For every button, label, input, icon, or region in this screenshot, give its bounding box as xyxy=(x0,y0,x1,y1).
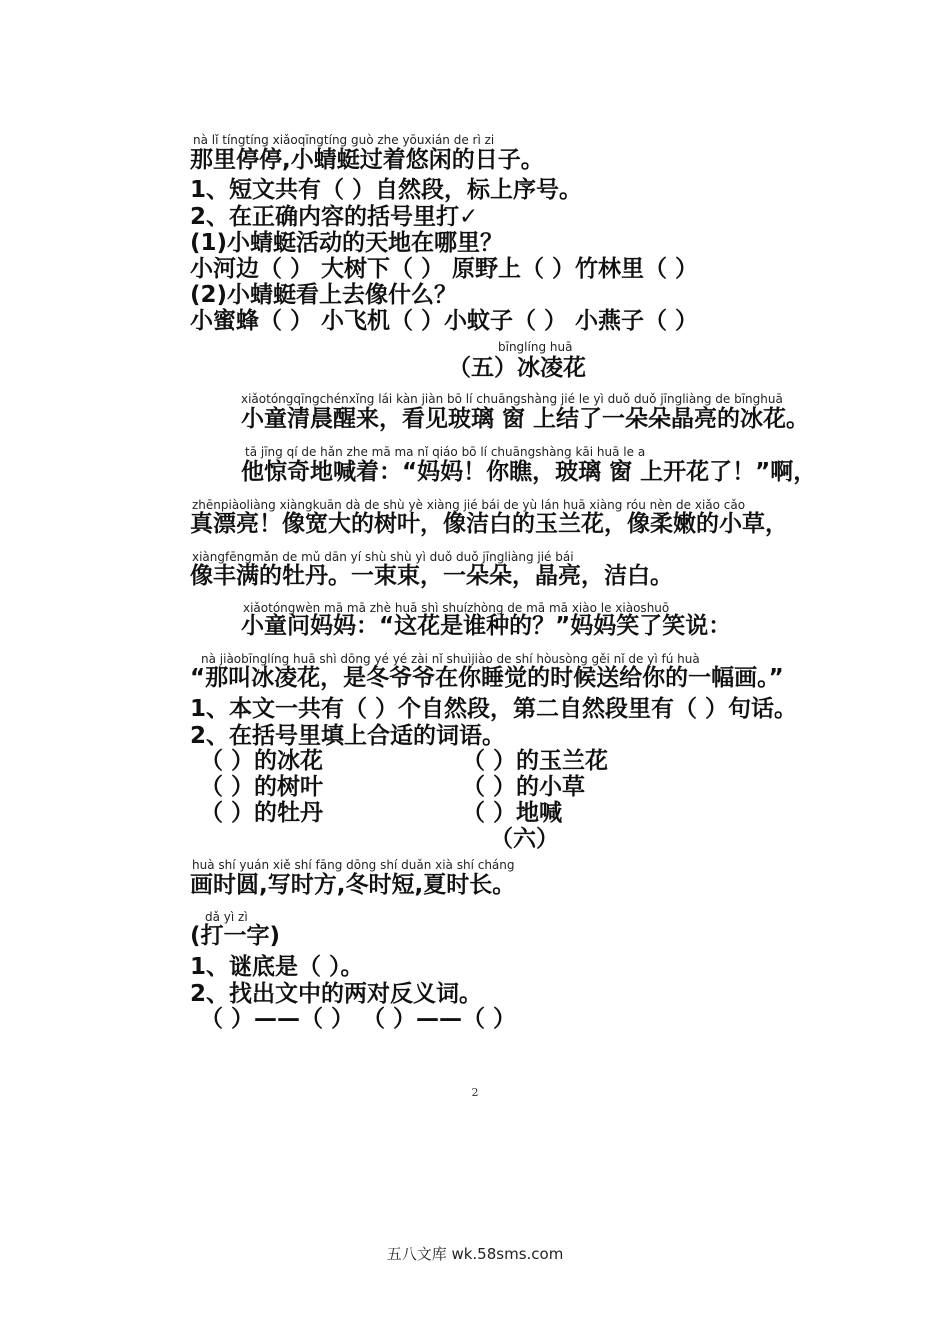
antonym-blanks: （ ）——（ ） （ ）——（ ） xyxy=(200,1006,517,1032)
section-title: （五）冰凌花 xyxy=(448,355,586,381)
passage-line: “那叫冰凌花，是冬爷爷在你睡觉的时候送给你的一幅画。” xyxy=(190,665,784,691)
pinyin-line: xiǎotóngwèn mā mā zhè huā shì shuízhòng de mā mā xiào le xiàoshuō xyxy=(243,601,670,615)
fill-blank: （ ）的玉兰花 xyxy=(462,748,609,774)
passage-line: 他惊奇地喊着：“妈妈！你瞧，玻璃 窗 上开花了！”啊， xyxy=(241,459,817,485)
question-2-sub-1-options: 小河边（ ） 大树下（ ） 原野上（ ）竹林里（ ） xyxy=(190,256,699,282)
question-2-sub-2-options: 小蜜蜂（ ） 小飞机（ ）小蚊子（ ） 小燕子（ ） xyxy=(190,308,699,334)
passage-line: 真漂亮！像宽大的树叶，像洁白的玉兰花，像柔嫩的小草， xyxy=(190,511,788,537)
fill-blank: （ ）的冰花 xyxy=(200,748,324,774)
pinyin-line: xiàngfēngmǎn de mǔ dān yí shù shù yì duǒ duǒ jīngliàng jié bái xyxy=(192,550,574,564)
question-1: 1、短文共有（ ）自然段，标上序号。 xyxy=(190,177,583,203)
riddle-line: 画时圆,写时方,冬时短,夏时长。 xyxy=(190,872,516,898)
question-1: 1、谜底是（ ）。 xyxy=(190,954,364,980)
page-number: 2 xyxy=(471,1086,479,1099)
question-2: 2、找出文中的两对反义词。 xyxy=(190,981,483,1007)
question-2: 2、在括号里填上合适的词语。 xyxy=(190,723,506,749)
question-2: 2、在正确内容的括号里打✓ xyxy=(190,204,479,230)
question-1: 1、本文一共有（ ）个自然段，第二自然段里有（ ）句话。 xyxy=(190,696,798,722)
passage-line: 那里停停,小蜻蜓过着悠闲的日子。 xyxy=(190,147,544,173)
pinyin-line: huà shí yuán xiě shí fāng dōng shí duǎn xià shí cháng xyxy=(192,858,515,872)
fill-blank: （ ）的牡丹 xyxy=(200,800,324,826)
question-2-sub-2: (2)小蜻蜓看上去像什么？ xyxy=(190,282,458,308)
fill-blank: （ ）地喊 xyxy=(462,800,563,826)
question-2-sub-1: (1)小蜻蜓活动的天地在哪里？ xyxy=(190,230,504,256)
pinyin-line: nà lǐ tíngtíng xiǎoqīngtíng guò zhe yōuxián de rì zi xyxy=(193,133,495,147)
passage-line: 小童清晨醒来，看见玻璃 窗 上结了一朵朵晶亮的冰花。 xyxy=(241,406,810,432)
pinyin-line: xiǎotóngqīngchénxǐng lái kàn jiàn bō lí chuāngshàng jié le yì duǒ duǒ jīngliàng de bīnghuā xyxy=(241,392,783,406)
pinyin-line: dǎ yì zì xyxy=(205,910,248,924)
passage-line: 像丰满的牡丹。一束束，一朵朵，晶亮，洁白。 xyxy=(190,563,673,589)
footer-watermark: 五八文库 wk.58sms.com xyxy=(386,1245,564,1263)
fill-blank: （ ）的小草 xyxy=(462,774,586,800)
fill-blank: （ ）的树叶 xyxy=(200,774,324,800)
pinyin-line: zhēnpiàoliàng xiàngkuān dà de shù yè xiàng jié bái de yù lán huā xiàng róu nèn de xiǎo cǎo xyxy=(192,498,746,512)
pinyin-line: nà jiàobīnglíng huā shì dōng yé yé zài nǐ shuìjiào de shí hòusòng gěi nǐ de yì fú huà xyxy=(201,652,700,666)
section-title: （六） xyxy=(490,826,559,852)
title-pinyin: bīnglíng huā xyxy=(498,340,573,354)
riddle-hint: (打一字) xyxy=(190,923,281,949)
pinyin-line: tā jīng qí de hǎn zhe mā ma nǐ qiáo bō lí chuāngshàng kāi huā le a xyxy=(245,445,646,459)
passage-line: 小童问妈妈：“这花是谁种的？”妈妈笑了笑说： xyxy=(241,613,732,639)
